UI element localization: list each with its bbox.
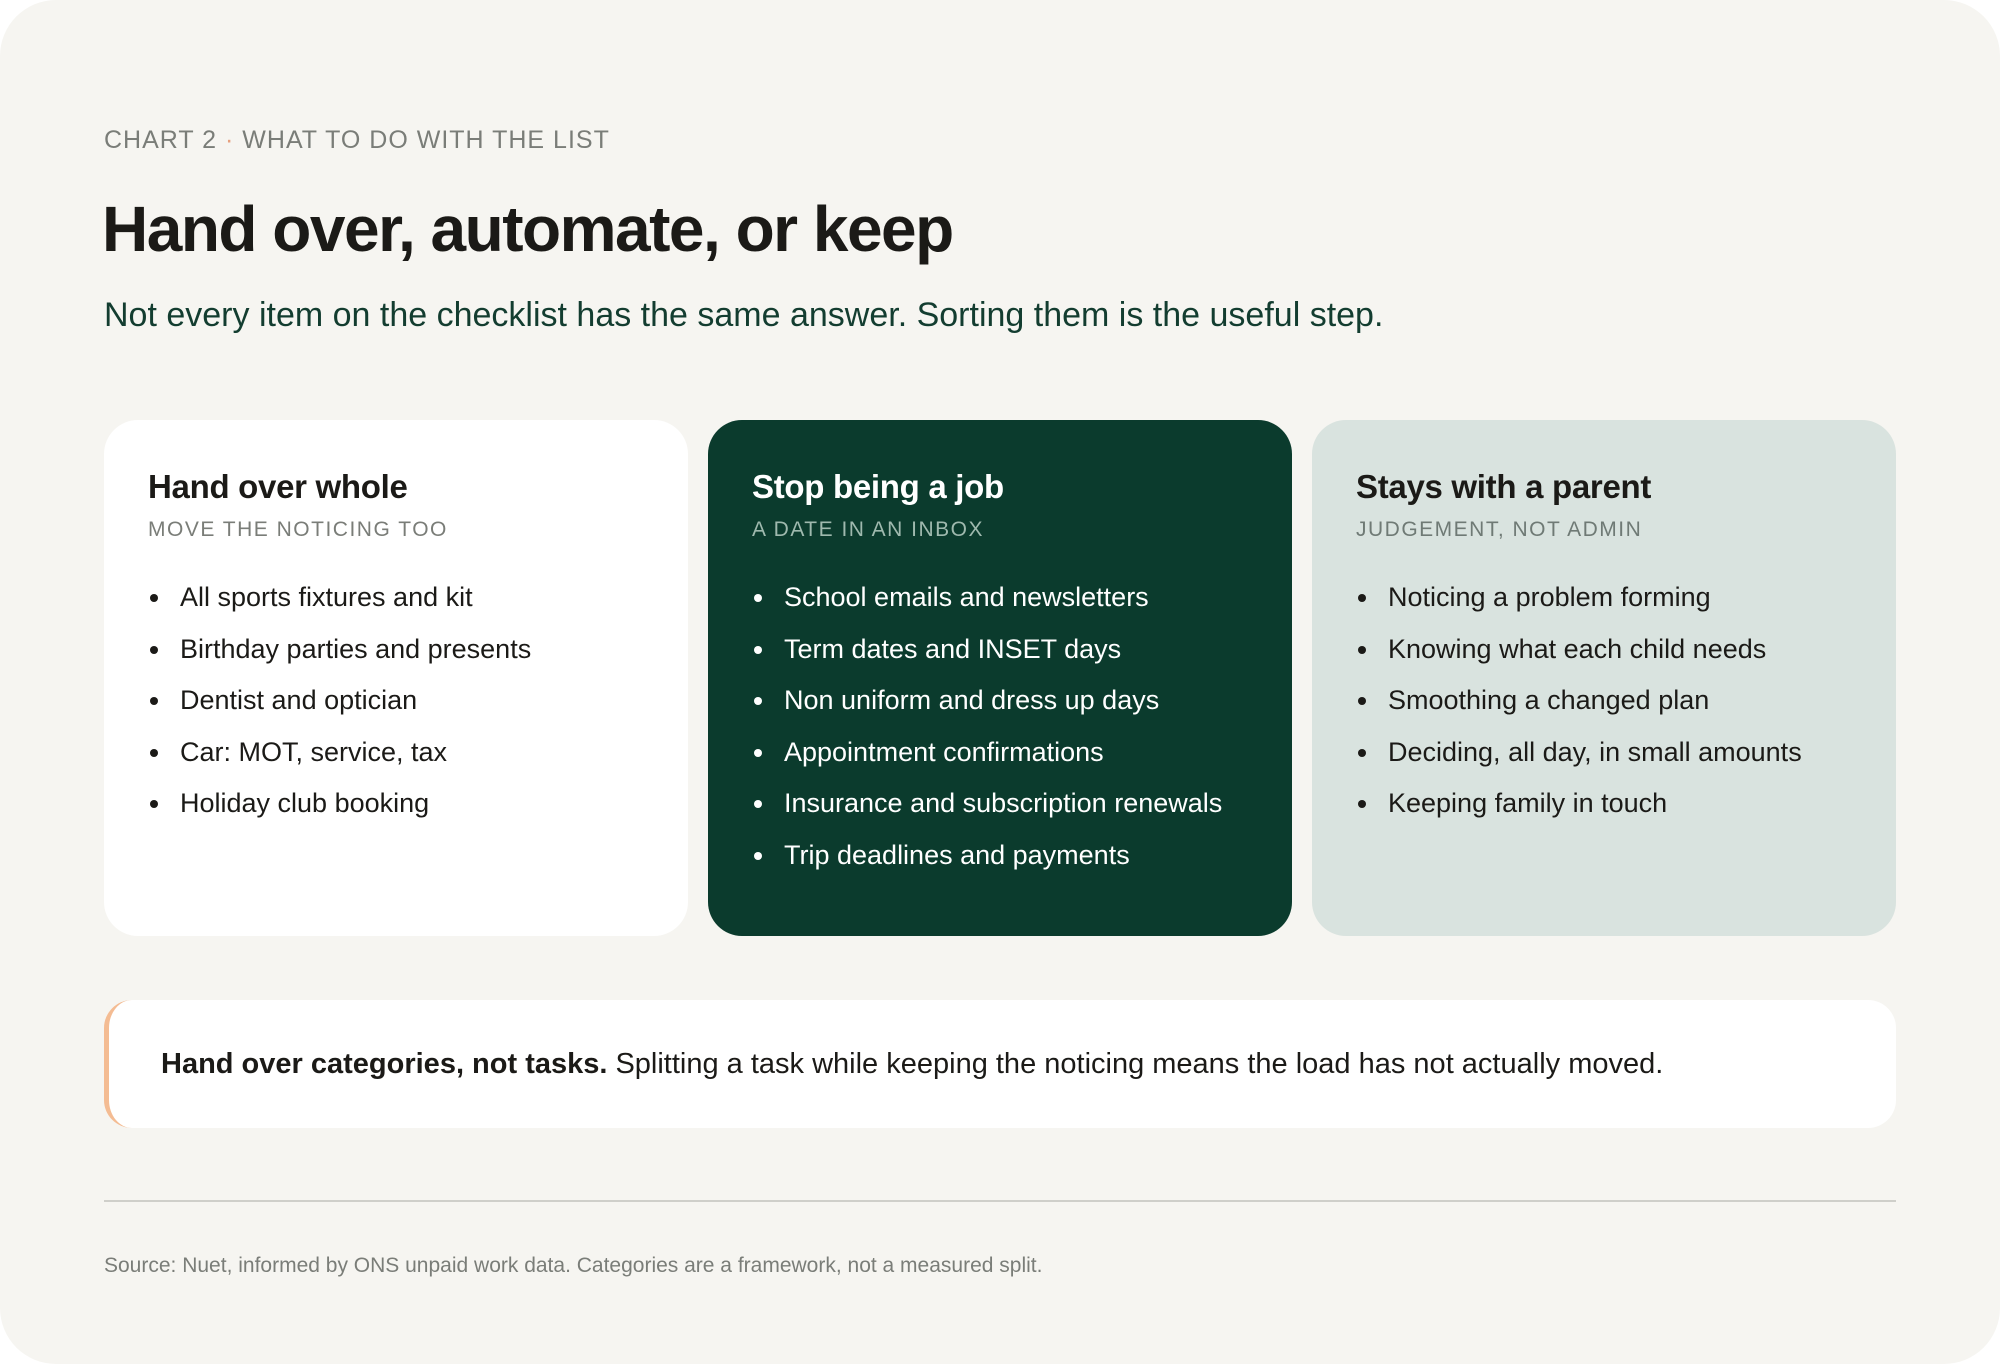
list-item — [1356, 675, 1852, 727]
list-item — [148, 675, 644, 727]
list-item-label: All sports fixtures and kit — [180, 582, 473, 612]
list-item — [1356, 778, 1852, 830]
bullet-icon — [754, 646, 762, 654]
card-subtitle: A DATE IN AN INBOX — [752, 518, 984, 541]
list-item-label: Term dates and INSET days — [784, 633, 1122, 664]
bullet-icon — [754, 749, 762, 757]
list-item-label: Appointment confirmations — [784, 736, 1104, 767]
list-item-label: Insurance and subscription renewals — [784, 788, 1223, 818]
page-title: Hand over, automate, or keep — [102, 193, 953, 265]
bullet-icon — [1358, 646, 1366, 654]
bullet-icon — [150, 697, 158, 705]
bullet-icon — [1358, 697, 1366, 705]
list-item-label: Trip deadlines and payments — [784, 839, 1130, 870]
card-title: Stays with a parent — [1356, 468, 1652, 505]
list-item-label: Birthday parties and presents — [180, 633, 532, 664]
divider — [104, 1200, 1896, 1202]
bullet-icon — [754, 697, 762, 705]
card-title: Stop being a job — [752, 468, 1004, 505]
list-item-label: Knowing what each child needs — [1388, 633, 1767, 664]
eyebrow-prefix: CHART 2 — [104, 126, 218, 154]
list-item — [752, 727, 1248, 779]
callout-box — [104, 1000, 1896, 1128]
list-item — [1356, 624, 1852, 676]
list-item-label: Noticing a problem forming — [1388, 582, 1711, 612]
card-stays-with-a-parent — [1312, 420, 1896, 936]
list-item-label: Keeping family in touch — [1388, 788, 1668, 818]
card-stop-being-a-job — [708, 420, 1292, 936]
bullet-icon — [150, 594, 158, 602]
bullet-icon — [754, 594, 762, 602]
list-item-label: Dentist and optician — [180, 685, 418, 715]
list-item-label: Deciding, all day, in small amounts — [1388, 736, 1802, 767]
list-item — [752, 675, 1248, 727]
bullet-icon — [150, 800, 158, 808]
callout-text: Splitting a task while keeping the noticing means the load has not actually moved. — [615, 1047, 1664, 1080]
card-item-list — [1356, 572, 1852, 830]
card-item-list — [752, 572, 1248, 881]
list-item-label: School emails and newsletters — [784, 582, 1149, 612]
bullet-icon — [1358, 594, 1366, 602]
list-item — [752, 778, 1248, 830]
list-item — [752, 830, 1248, 882]
list-item — [752, 572, 1248, 624]
bullet-icon — [1358, 749, 1366, 757]
card-title: Hand over whole — [148, 468, 408, 505]
eyebrow-suffix: WHAT TO DO WITH THE LIST — [242, 126, 610, 154]
list-item-label: Smoothing a changed plan — [1388, 685, 1710, 715]
list-item — [1356, 572, 1852, 624]
list-item — [752, 624, 1248, 676]
card-subtitle: JUDGEMENT, NOT ADMIN — [1356, 518, 1643, 541]
list-item — [148, 778, 644, 830]
category-cards — [104, 420, 1896, 936]
list-item — [148, 727, 644, 779]
source-note: Source: Nuet, informed by ONS unpaid work data. Categories are a framework, not a measured split. — [104, 1254, 1043, 1277]
bullet-icon — [754, 852, 762, 860]
callout-emphasis: Hand over categories, not tasks. — [161, 1047, 608, 1080]
bullet-icon — [1358, 800, 1366, 808]
chart-eyebrow — [104, 126, 610, 155]
card-hand-over-whole — [104, 420, 688, 936]
eyebrow-separator: · — [225, 126, 235, 154]
bullet-icon — [754, 800, 762, 808]
page-subtitle: Not every item on the checklist has the same answer. Sorting them is the useful step. — [104, 296, 1384, 334]
list-item-label: Car: MOT, service, tax — [180, 736, 448, 767]
list-item — [1356, 727, 1852, 779]
list-item-label: Non uniform and dress up days — [784, 685, 1160, 715]
card-item-list — [148, 572, 644, 830]
list-item — [148, 572, 644, 624]
bullet-icon — [150, 646, 158, 654]
card-subtitle: MOVE THE NOTICING TOO — [148, 518, 448, 541]
list-item — [148, 624, 644, 676]
bullet-icon — [150, 749, 158, 757]
list-item-label: Holiday club booking — [180, 788, 430, 818]
